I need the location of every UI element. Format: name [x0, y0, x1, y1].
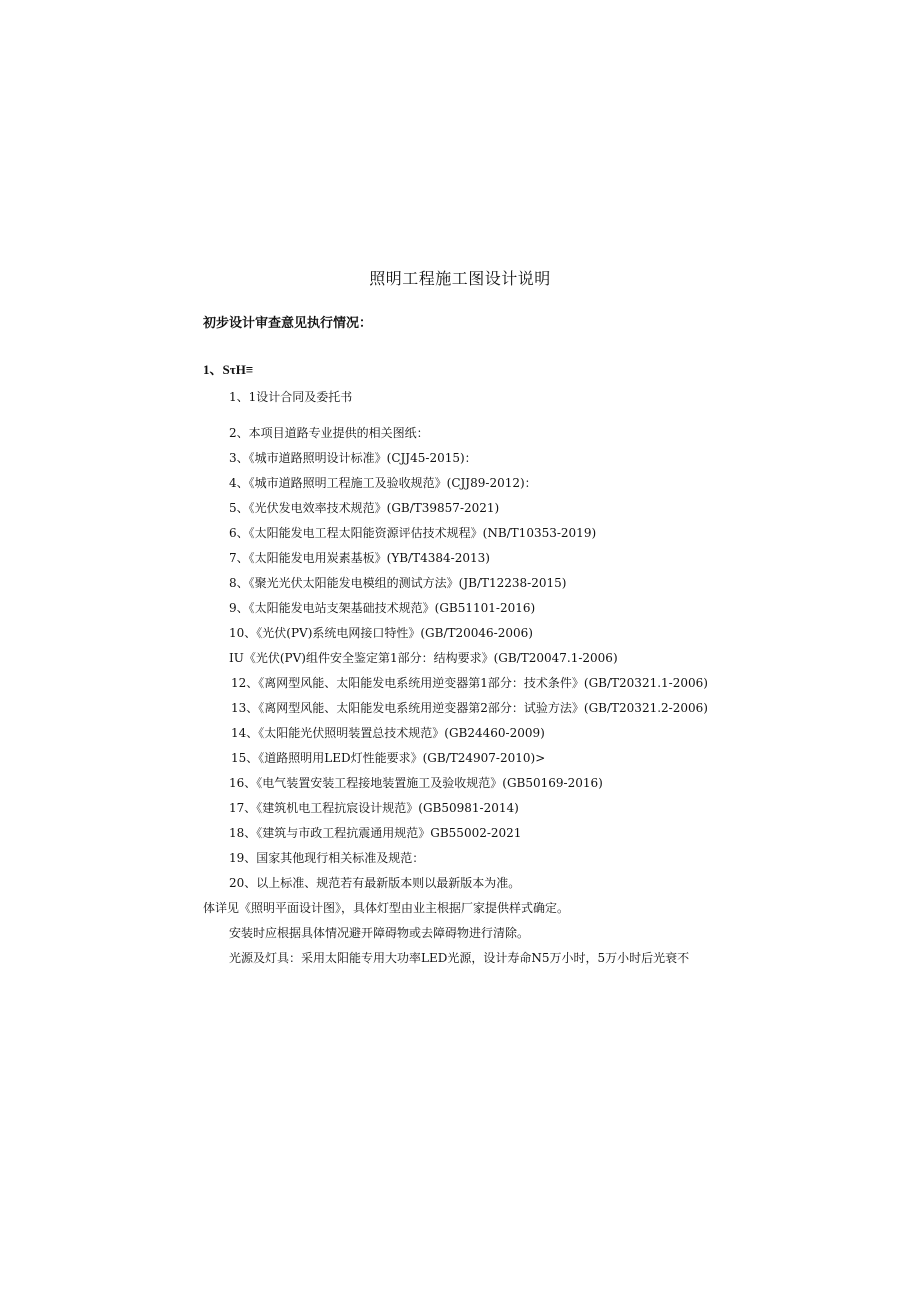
text-line: 7、《太阳能发电用炭素基板》(YB/T4384-2013) [229, 551, 490, 565]
text-line: 2、本项目道路专业提供的相关图纸： [229, 426, 429, 440]
text-line: 6、《太阳能发电工程太阳能资源评估技术规程》(NB/T10353-2019) [229, 526, 597, 540]
text-line: 19、国家其他现行相关标准及规范： [229, 851, 425, 865]
text-line: 4、《城市道路照明工程施工及验收规范》(CJJ89-2012)： [229, 476, 537, 490]
text-line: 安装时应根据具体情况避开障碍物或去障碍物进行清除。 [229, 926, 530, 940]
text-line: 3、《城市道路照明设计标准》(CJJ45-2015)： [229, 451, 477, 465]
text-line: 17、《建筑机电工程抗宸设计规范》(GB50981-2014) [229, 801, 519, 815]
text-line: 10、《光伏(PV)系统电网接口特性》(GB/T20046-2006) [229, 626, 533, 640]
text-line: 8、《聚光光伏太阳能发电模组的测试方法》(JB/T12238-2015) [229, 576, 567, 590]
text-line: IU《光伏(PV)组件安全鉴定第1部分：结构要求》(GB/T20047.1-2006) [229, 651, 618, 665]
text-line: 15、《道路照明用LED灯性能要求》(GB/T24907-2010)> [231, 751, 546, 765]
text-line: 18、《建筑与市政工程抗震通用规范》GB55002-2021 [229, 826, 522, 840]
text-line: 体详见《照明平面设计图》，具体灯型由业主根据厂家提供样式确定。 [203, 901, 570, 915]
text-line: 12、《离网型风能、太阳能发电系统用逆变器第1部分：技术条件》(GB/T20321.1-2006) [231, 676, 708, 690]
document-title: 照明工程施工图设计说明 [369, 269, 551, 288]
review-subtitle: 初步设计审查意见执行情况： [203, 316, 373, 331]
text-line: 14、《太阳能光伏照明装置总技术规范》(GB24460-2009) [231, 726, 545, 740]
text-line: 5、《光伏发电效率技术规范》(GB/T39857-2021) [229, 501, 500, 515]
text-line: 13、《离网型风能、太阳能发电系统用逆变器第2部分：试验方法》(GB/T20321.2-2006) [231, 701, 708, 715]
section-heading: 1、SτH≡ [203, 362, 254, 377]
text-line: 16、《电气装置安装工程接地装置施工及验收规范》(GB50169-2016) [229, 776, 603, 790]
text-line: 9、《太阳能发电站支架基础技术规范》(GB51101-2016) [229, 601, 536, 615]
text-line: 20、以上标准、规范若有最新版本则以最新版本为准。 [229, 876, 521, 890]
text-line: 光源及灯具：采用太阳能专用大功率LED光源，设计寿命N5万小时，5万小时后光衰不 [229, 951, 690, 965]
text-line: 1、1设计合同及委托书 [229, 390, 353, 404]
